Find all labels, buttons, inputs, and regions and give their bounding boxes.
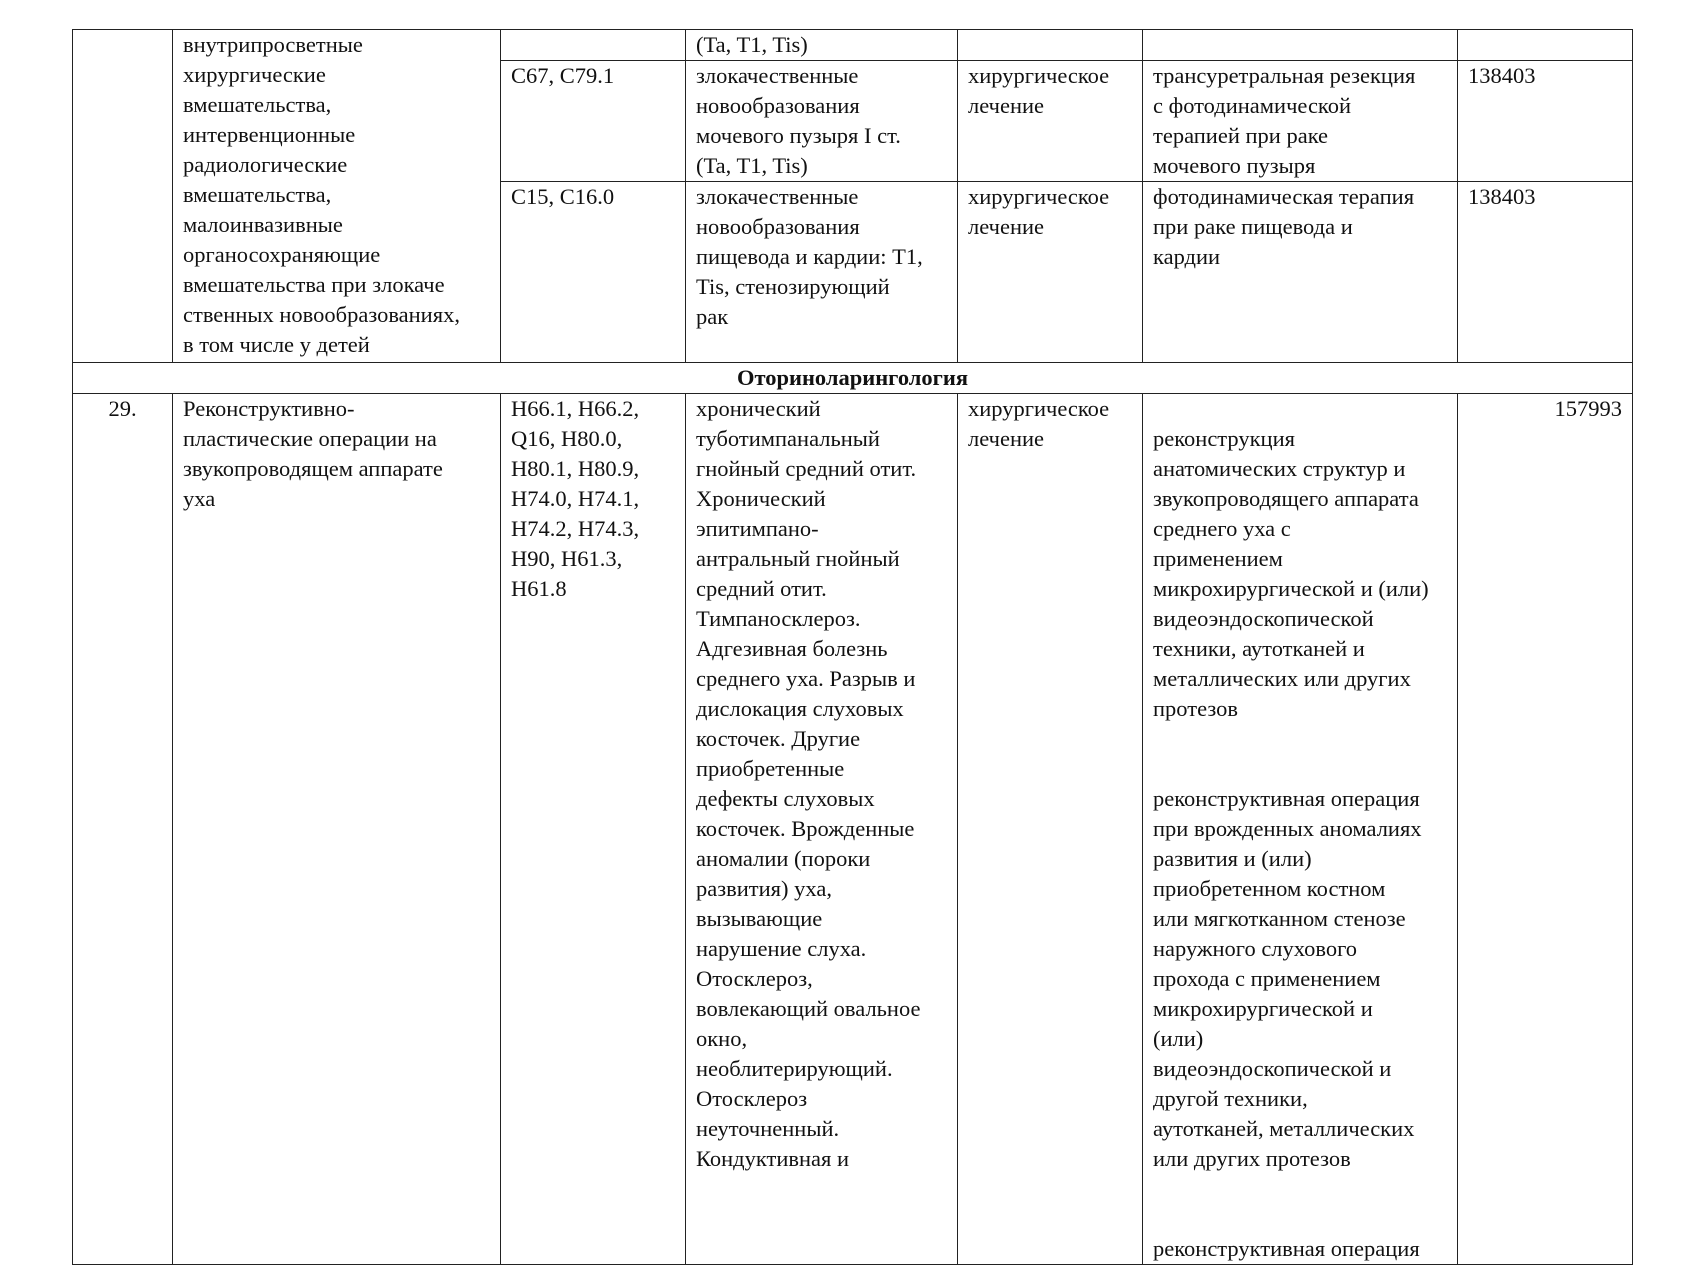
table-row	[73, 394, 1633, 1265]
treatment-cell: хирургическое лечение	[958, 394, 1143, 1265]
model-cell: злокачественные новообразования пищевода и кардии: T1, Tis, стенозирующий рак	[686, 182, 958, 363]
codes-cell: H66.1, H66.2, Q16, H80.0, H80.1, H80.9, H74.0, H74.1, H74.2, H74.3, H90, H61.3, H61.8	[501, 394, 686, 1265]
procedure-group-cell: Реконструктивно- пластические операции на звукопроводящем аппарате уха	[173, 394, 501, 1265]
section-title: Оториноларингология	[73, 363, 1633, 394]
method-paragraph: реконструктивная операция	[1153, 1236, 1420, 1261]
model-cell: злокачественные новообразования мочевого пузыря I ст. (Ta, T1, Tis)	[686, 61, 958, 182]
model-cell: хронический туботимпанальный гнойный средний отит. Хронический эпитимпано- антральный гнойный средний отит. Тимпаносклероз. Адгезивная болезнь среднего уха. Разрыв и дислокация слуховых косточек. Другие приобретенные дефекты слуховых косточек. Врожденные аномалии (пороки развития) уха, вызывающие нарушение слуха. Отосклероз, вовлекающий овальное окно, необлитерирующий. Отосклероз неуточненный. Кондуктивная и	[686, 394, 958, 1265]
number-cell-empty	[73, 30, 173, 363]
method-paragraph: реконструктивная операция при врожденных аномалиях развития и (или) приобретенном костном или мягкотканном стенозе наружного слухового прохода с применением микрохирургической и (или) видеоэндоскопической и другой техники, аутотканей, металлических или других протезов	[1153, 786, 1422, 1171]
cost-cell: 157993	[1458, 394, 1633, 1265]
cost-cell: 138403	[1458, 61, 1633, 182]
cost-cell	[1458, 30, 1633, 61]
method-cell: фотодинамическая терапия при раке пищевода и кардии	[1143, 182, 1458, 363]
paragraph-gap	[1153, 724, 1447, 754]
treatment-cell: хирургическое лечение	[958, 182, 1143, 363]
cost-cell: 138403	[1458, 182, 1633, 363]
model-cell: (Ta, T1, Tis)	[686, 30, 958, 61]
method-cell	[1143, 394, 1458, 1265]
codes-cell: C67, C79.1	[501, 61, 686, 182]
table-row	[73, 30, 1633, 61]
treatment-cell: хирургическое лечение	[958, 61, 1143, 182]
treatment-cell	[958, 30, 1143, 61]
method-paragraph: реконструкция анатомических структур и звукопроводящего аппарата среднего уха с применением микрохирургической и (или) видеоэндоскопической техники, аутотканей и металлических или других протезов	[1153, 426, 1429, 721]
method-cell	[1143, 30, 1458, 61]
section-header-row	[73, 363, 1633, 394]
codes-cell	[501, 30, 686, 61]
method-cell: трансуретральная резекция с фотодинамической терапией при раке мочевого пузыря	[1143, 61, 1458, 182]
procedure-group-cell: внутрипросветные хирургические вмешательства, интервенционные радиологические вмешательства, малоинвазивные органосохраняющие вмешательства при злокаче ственных новообразованиях, в том числе у детей	[173, 30, 501, 363]
medical-care-table	[72, 29, 1633, 1265]
codes-cell: C15, C16.0	[501, 182, 686, 363]
row-number: 29.	[73, 394, 173, 1265]
